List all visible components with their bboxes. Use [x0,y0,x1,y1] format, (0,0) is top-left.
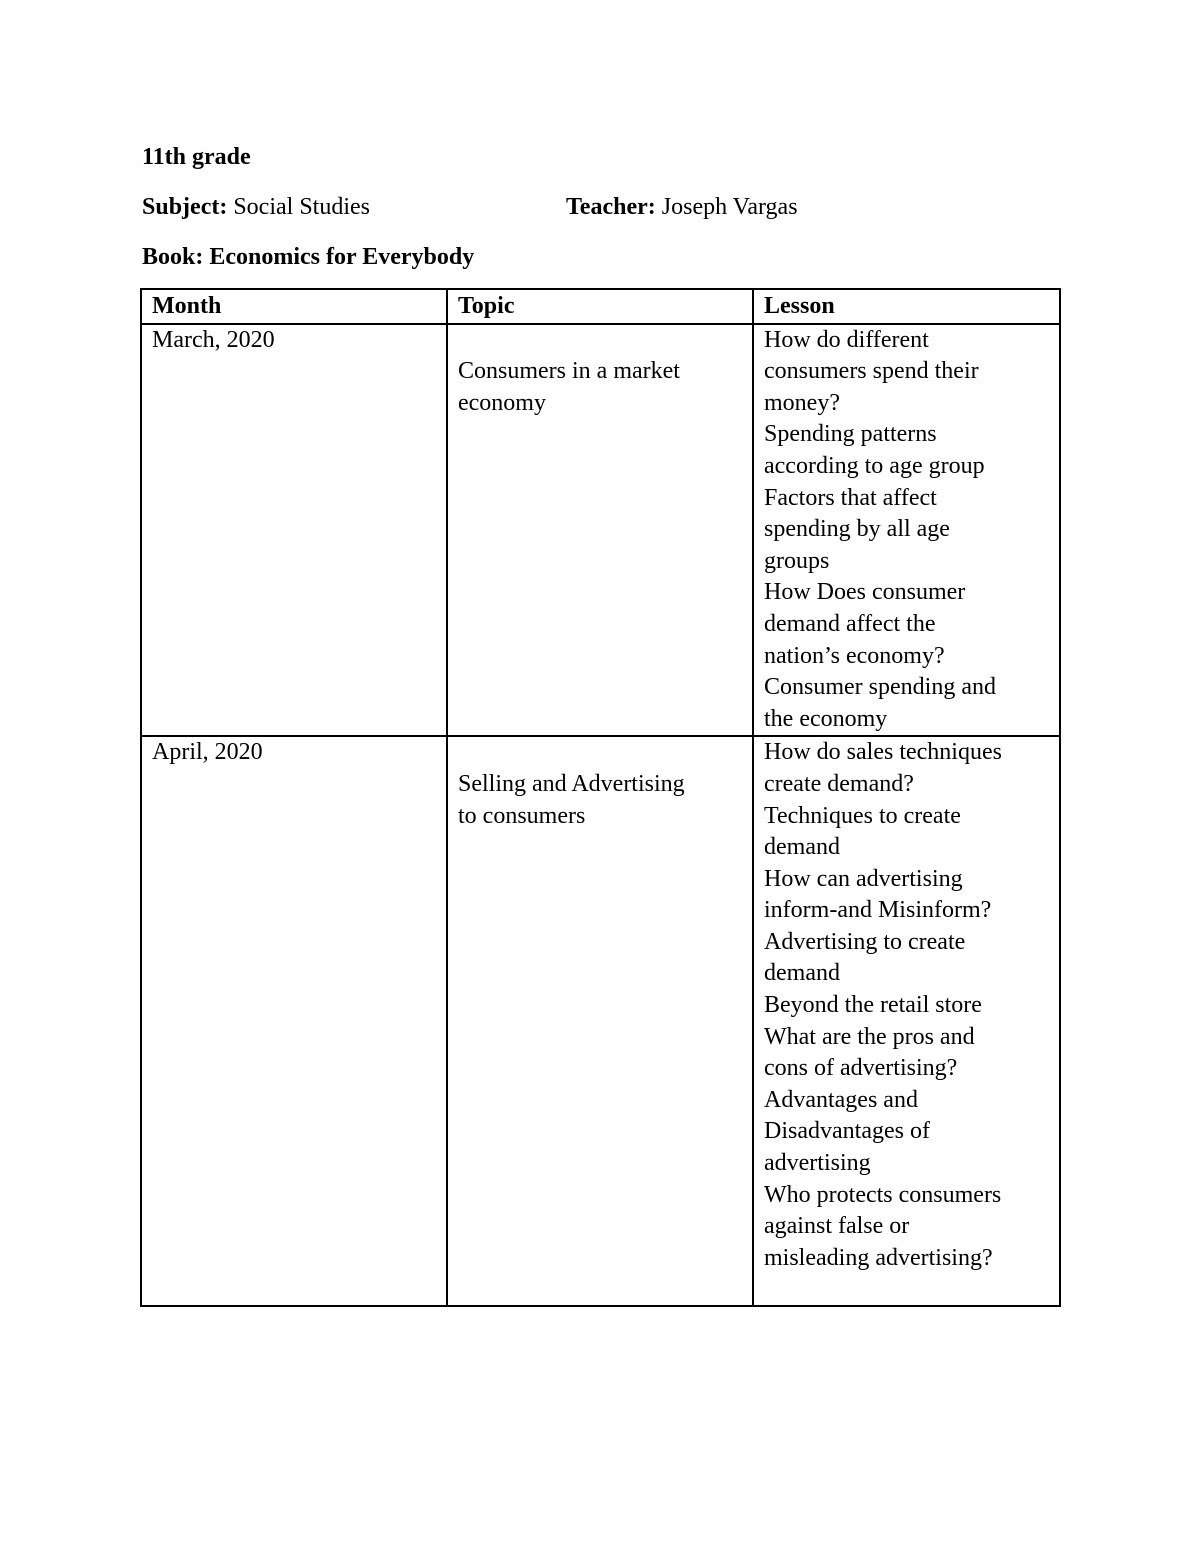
lesson-line: money? [764,389,840,416]
lesson-line: How do sales techniques [764,739,1002,766]
table-row [141,324,1060,737]
lesson-line: against false or [764,1213,910,1240]
lesson-line: advertising [764,1150,871,1177]
lesson-line: misleading advertising? [764,1244,993,1271]
lesson-line: demand affect the [764,610,936,637]
column-header-lesson: Lesson [753,289,1060,324]
topic-line: Selling and Advertising [458,770,685,797]
lesson-line: Consumer spending and [764,674,996,701]
lesson-line: Factors that affect [764,484,937,511]
subject-label: Subject: [142,194,228,220]
topic-line: economy [458,389,546,416]
topic-text [458,769,742,832]
lesson-line: Beyond the retail store [764,992,982,1019]
teacher-value: Joseph Vargas [661,194,798,220]
column-header-month: Month [141,289,447,324]
subject-value: Social Studies [233,194,370,220]
lesson-line: spending by all age [764,516,950,543]
topic-line: to consumers [458,802,586,829]
lesson-line: nation’s economy? [764,642,945,669]
month-cell: April, 2020 [141,736,447,1306]
book-field [142,242,474,274]
lesson-line: How can advertising [764,865,963,892]
lesson-line: inform-and Misinform? [764,897,992,924]
lesson-cell [753,324,1060,737]
lesson-line: Disadvantages of [764,1118,930,1145]
lesson-line: groups [764,547,830,574]
lesson-line: demand [764,834,840,861]
lesson-cell [753,736,1060,1306]
table-row [141,736,1060,1306]
lesson-line: Techniques to create [764,802,961,829]
lesson-line: How Does consumer [764,579,966,606]
lesson-line: create demand? [764,770,914,797]
topic-cell [447,736,753,1306]
lesson-line: Spending patterns [764,421,937,448]
subject-field [142,192,370,224]
table-header-row [141,289,1060,324]
lesson-line: the economy [764,705,888,732]
lesson-list [764,325,1049,736]
lesson-line: How do different [764,326,929,353]
lesson-line: Advantages and [764,1086,918,1113]
lesson-line: according to age group [764,452,985,479]
teacher-label: Teacher: [566,194,656,220]
lesson-line: Advertising to create [764,928,966,955]
teacher-field [566,192,798,224]
topic-line: Consumers in a market [458,358,680,385]
lesson-line: Who protects consumers [764,1181,1002,1208]
topic-text [458,356,742,419]
lesson-line: cons of advertising? [764,1055,958,1082]
book-value: Economics for Everybody [209,244,475,270]
lesson-line: What are the pros and [764,1023,975,1050]
lesson-plan-table [140,288,1061,1307]
lesson-list [764,737,1049,1274]
topic-cell [447,324,753,737]
lesson-line: consumers spend their [764,358,979,385]
column-header-topic: Topic [447,289,753,324]
book-label: Book: [142,244,204,270]
month-cell: March, 2020 [141,324,447,737]
grade-heading: 11th grade [142,144,251,170]
lesson-line: demand [764,960,840,987]
